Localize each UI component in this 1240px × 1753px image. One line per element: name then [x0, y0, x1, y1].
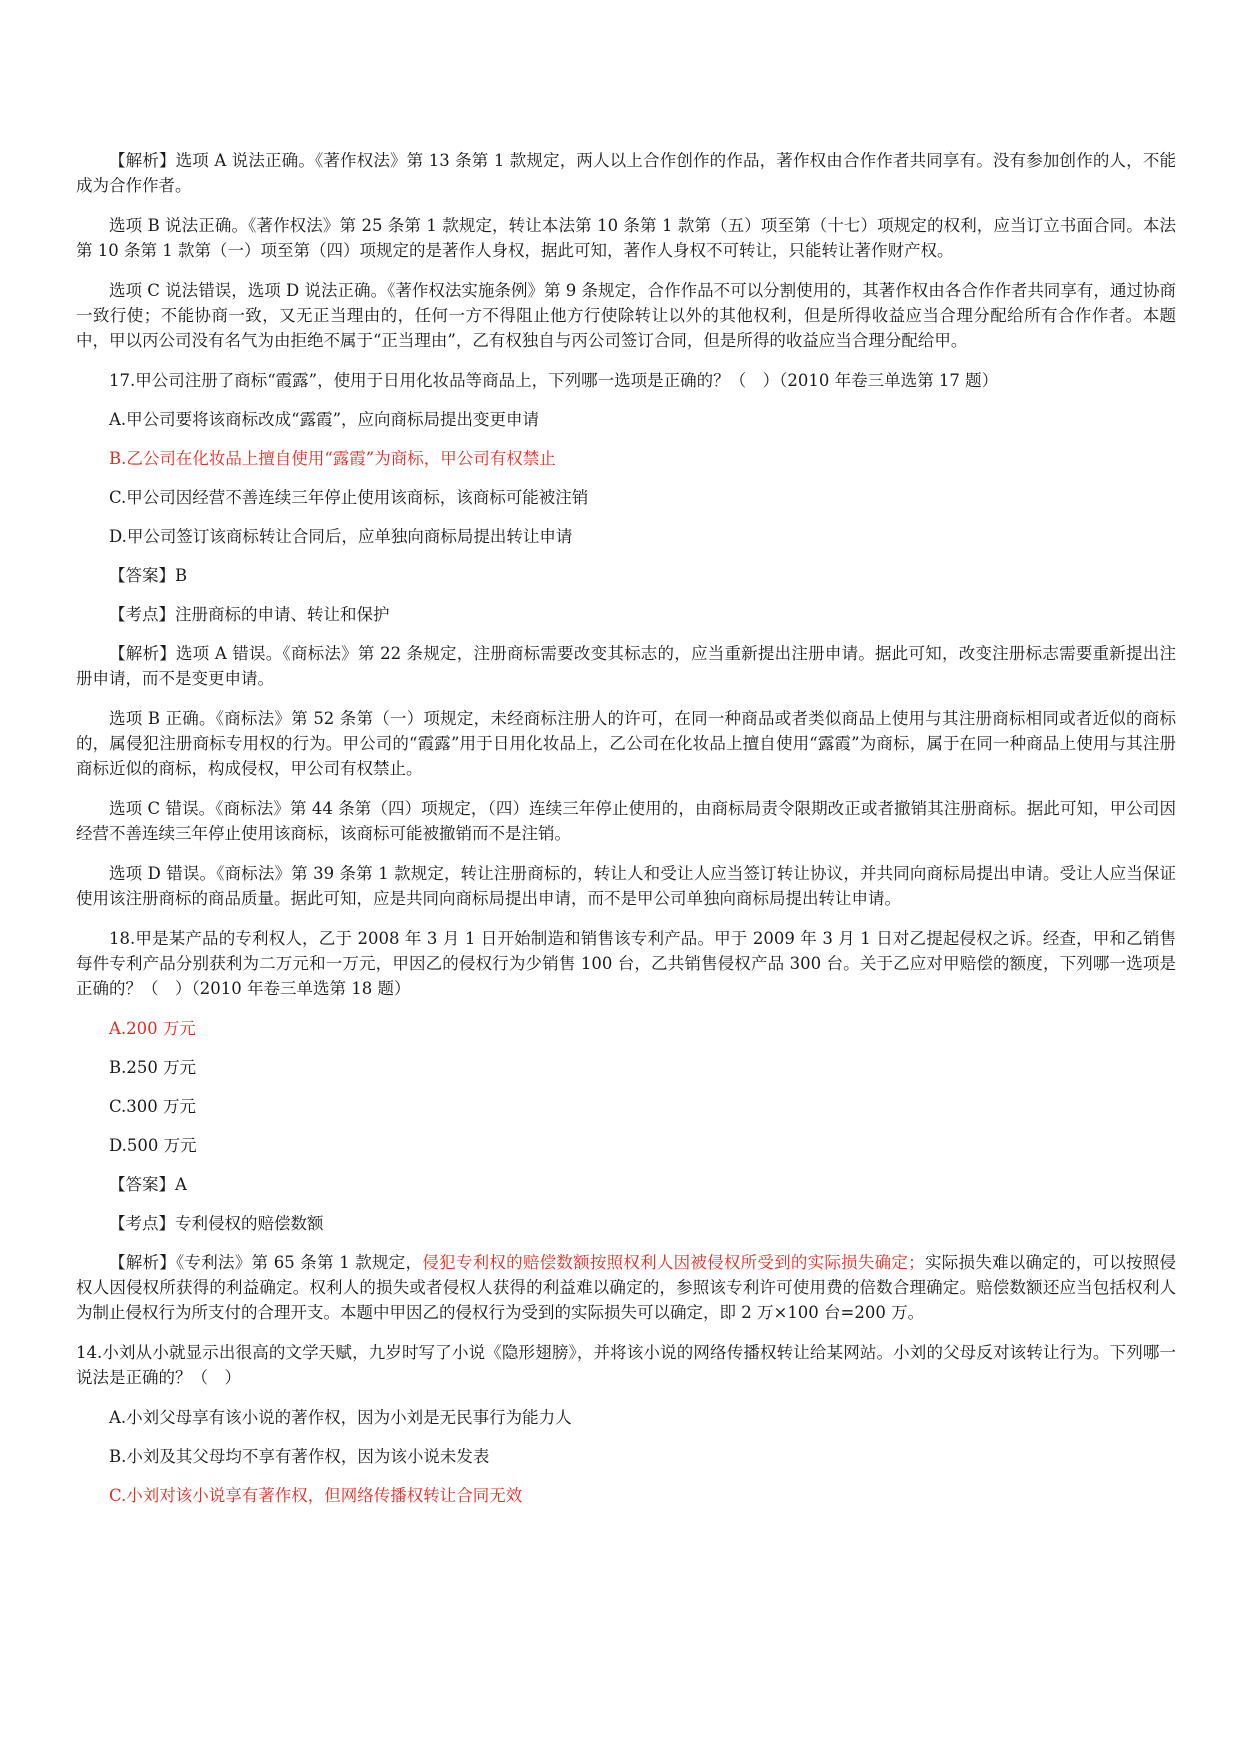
q18-question: 18.甲是某产品的专利权人，乙于 2008 年 3 月 1 日开始制造和销售该专利产品。甲于 2009 年 3 月 1 日对乙提起侵权之诉。经查，甲和乙销售每件专利产品分别获利为二万元和一万元，甲因乙的侵权行为少销售 100 台，乙共销售侵权产品 300 台。关于乙应对甲赔偿的额度，下列哪一选项是正确的？（ ）（2010 年卷三单选第 18 题） [76, 929, 1176, 998]
q17-analysis-b: 选项 B 正确。《商标法》第 52 条第（一）项规定，未经商标注册人的许可，在同一种商品或者类似商品上使用与其注册商标相同或者近似的商标的，属侵犯注册商标专用权的行为。甲公司的“霞露”用于日用化妆品上，乙公司在化妆品上擅自使用“露霞”为商标，属于在同一种商品上使用与其注册商标近似的商标，构成侵权，甲公司有权禁止。 [76, 709, 1176, 778]
q17-analysis-d: 选项 D 错误。《商标法》第 39 条第 1 款规定，转让注册商标的，转让人和受让人应当签订转让协议，并共同向商标局提出申请。受让人应当保证使用该注册商标的商品质量。据此可知，应是共同向商标局提出申请，而不是甲公司单独向商标局提出转让申请。 [76, 864, 1176, 908]
q18-option-b: B.250 万元 [109, 1058, 197, 1077]
q17-analysis-c: 选项 C 错误。《商标法》第 44 条第（四）项规定，（四）连续三年停止使用的，由商标局责令限期改正或者撤销其注册商标。据此可知，甲公司因经营不善连续三年停止使用该商标，该商标可能被撤销而不是注销。 [76, 799, 1176, 843]
q16-analysis-cd: 选项 C 说法错误，选项 D 说法正确。《著作权法实施条例》第 9 条规定，合作作品不可以分割使用的，其著作权由各合作作者共同享有，通过协商一致行使；不能协商一致，又无正当理由的，任何一方不得阻止他方行使除转让以外的其他权利，但是所得收益应当合理分配给所有合作作者。本题中，甲以丙公司没有名气为由拒绝不属于“正当理由”，乙有权独自与丙公司签订合同，但是所得的收益应当合理分配给甲。 [76, 281, 1176, 350]
q17-point: 【考点】注册商标的申请、转让和保护 [109, 605, 390, 624]
q14-option-a: A.小刘父母享有该小说的著作权，因为小刘是无民事行为能力人 [109, 1408, 572, 1427]
q17-answer: 【答案】B [109, 566, 188, 585]
q18-option-c: C.300 万元 [109, 1097, 197, 1116]
q16-analysis-b: 选项 B 说法正确。《著作权法》第 25 条第 1 款规定，转让本法第 10 条第 1 款第（五）项至第（十七）项规定的权利，应当订立书面合同。本法第 10 条第 1 款第（一）项至第（四）项规定的是著作人身权，据此可知，著作人身权不可转让，只能转让著作财产权。 [76, 216, 1176, 260]
q18-point: 【考点】专利侵权的赔偿数额 [109, 1214, 324, 1233]
document-page [76, 148, 1176, 1522]
q16-analysis-a: 【解析】选项 A 说法正确。《著作权法》第 13 条第 1 款规定，两人以上合作创作的作品，著作权由合作作者共同享有。没有参加创作的人，不能成为合作作者。 [76, 151, 1176, 195]
q18-option-d: D.500 万元 [109, 1136, 197, 1155]
q18-answer: 【答案】A [109, 1175, 187, 1194]
q14-option-b: B.小刘及其父母均不享有著作权，因为该小说未发表 [109, 1447, 490, 1466]
q17-question: 17.甲公司注册了商标“霞露”，使用于日用化妆品等商品上，下列哪一选项是正确的？（ ）（2010 年卷三单选第 17 题） [109, 371, 999, 390]
q17-option-a: A.甲公司要将该商标改成“露霞”，应向商标局提出变更申请 [109, 410, 540, 429]
q17-option-b-correct: B.乙公司在化妆品上擅自使用“露霞”为商标，甲公司有权禁止 [109, 449, 556, 468]
q18-analysis-highlight: 侵犯专利权的赔偿数额按照权利人因被侵权所受到的实际损失确定； [422, 1253, 925, 1272]
q18-option-a-correct: A.200 万元 [109, 1019, 196, 1038]
q18-analysis-rest: 实际损失难以确定的，可以按照侵权人因侵权所获得的利益确定。权利人的损失或者侵权人获得的利益难以确定的，参照该专利许可使用费的倍数合理确定。赔偿数额还应当包括权利人为制止侵权行为所支付的合理开支。本题中甲因乙的侵权行为受到的实际损失可以确定，即 2 万×100 台=200 万。 [76, 1253, 1176, 1322]
q14-option-c-correct: C.小刘对该小说享有著作权，但网络传播权转让合同无效 [109, 1486, 523, 1505]
q17-option-c: C.甲公司因经营不善连续三年停止使用该商标，该商标可能被注销 [109, 488, 589, 507]
q17-option-d: D.甲公司签订该商标转让合同后，应单独向商标局提出转让申请 [109, 527, 573, 546]
q18-analysis-lead: 【解析】《专利法》第 65 条第 1 款规定， [109, 1253, 423, 1272]
q14-question: 14.小刘从小就显示出很高的文学天赋，九岁时写了小说《隐形翅膀》，并将该小说的网络传播权转让给某网站。小刘的父母反对该转让行为。下列哪一说法是正确的？（ ） [76, 1343, 1176, 1387]
q18-analysis [76, 1250, 1176, 1325]
q17-analysis-a: 【解析】选项 A 错误。《商标法》第 22 条规定，注册商标需要改变其标志的，应当重新提出注册申请。据此可知，改变注册标志需要重新提出注册申请，而不是变更申请。 [76, 644, 1176, 688]
